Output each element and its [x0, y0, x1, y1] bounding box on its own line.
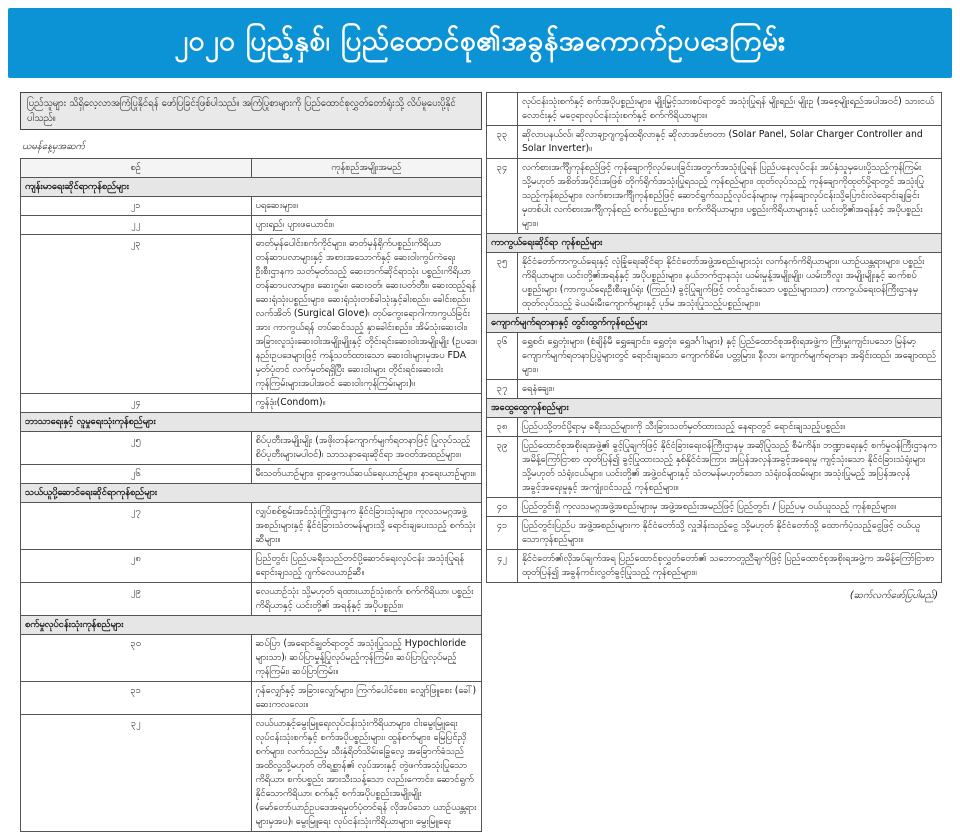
- category-label: ဘာသာရေးနှင့် လူမှုရေးသုံးကုန်စည်များ: [21, 413, 482, 432]
- table-row: [487, 437, 942, 498]
- item-number: ၃၃: [487, 126, 518, 159]
- item-description: ပြည်ထောင်စုအစိုးရအဖွဲ့၏ ခွင့်ပြုချက်ဖြင့် နိုင်ငံခြားရေးဝန်ကြီးဌာနမှ အဆိုပြုသည့် စီမံကိန်း၊ ဘဏ္ဍာရေးနှင့် စက်မှုဝန်ကြီးဌာနက အမိန့်ကြော်ငြာစာ ထုတ်ပြန်၍ ခွင့်ပြုထားသည့် နှစ်နိုင်ငံအကြား အပြန်အလှန်အခွင့်အရေးမူ ကျင့်သုံးသော နိုင်ငံခြားသံရုံးများ သို့မဟုတ် သံရုံးငယ်များ၊ ယင်းတို့၏ အဖွဲ့ဝင်များနှင့် သံတမန်မဟုတ်သော သံရုံးဝန်ထမ်းများ အသုံးပြုမည့် အပြန်အလှန်အခွင့်အရေးမူနှင့် အကျုံးဝင်သည့် ကုန်စည်များ။: [518, 437, 942, 498]
- table-row: [21, 432, 482, 465]
- item-description: ဆိုလာပနယ်လ်၊ ဆိုလာချာ့ဂျကွန်ထရိုလာနှင့် ဆိုလာအင်ဗာတာ (Solar Panel, Solar Charger Controller and Solar Inverter)။: [518, 126, 942, 159]
- category-row: [21, 616, 482, 635]
- category-label: စက်မှုလုပ်ငန်းသုံးကုန်စည်များ: [21, 616, 482, 635]
- item-description: စိပ်ပုတီးအမျိုးမျိုး (အဖိုးတန်ကျောက်မျက်ရတနာဖြင့် ပြုလုပ်သည့် စိပ်ပုတီးများမပါဝင်)၊ သာသနာရေးဆိုင်ရာ အဝတ်အထည်များ။: [251, 432, 482, 465]
- item-description: လေယာဉ်သုံး သို့မဟုတ် ရထားယာဉ်သုံးစက်၊ စက်ကိရိယာ၊ ပစ္စည်းကိရိယာနှင့် ယင်းတို့၏ အရန်နှင့် အပိုပစ္စည်း။: [251, 583, 482, 616]
- category-label: ကျန်းမာရေးဆိုင်ရာကုန်စည်များ: [21, 178, 482, 197]
- item-description: လက်စားအင်္ကျီကုန်စည်ဖြင့် ကုန်ချောကိုလုပ်ပေးခြင်းအတွက်အသုံးပြုရန် ပြည်ပနေလုပ်ငန်း အပ်နှံသူမှပေးပို့သည့်ကုန်ကြမ်း သို့မဟုတ် အစိတ်အပိုင်းအဖြစ် တိုက်ရိုက်အသုံးပြုရသည့် ကုန်စည်များ၊ ထုတ်လုပ်သည့် ကုန်ချောကိုထုတ်ပို့ရာတွင် အသုံးပြုသည့်ကုန်စည်များ၊ လက်စားအင်္ကျီကုန်စည်ဖြင့် ဆောင်ရွက်သည့်လုပ်ငန်းများမှ ကုန်ချောလုပ်ငန်းသို့ပြောင်းလဲရောင်းချခြင်းမှတစ်ပါး လက်စားအင်္ကျီကုန်စည် စက်ပစ္စည်းများ၊ စက်ကိရိယာများ၊ ပစ္စည်းကိရိယာများနှင့် ယင်းတို့၏အရန်နှင့် အပိုပစ္စည်းများ။: [518, 159, 942, 234]
- table-row: [21, 583, 482, 616]
- table-row: [21, 465, 482, 484]
- table-row: [487, 550, 942, 583]
- item-description: ဂုန်လျှော်နှင့် အခြားလျှော်များ၊ ကြက်ပေါင်စေး၊ လျှော်ဖြူစေး (ခေါ်) ဆေးကလလေး။: [251, 682, 482, 715]
- table-row: [487, 333, 942, 380]
- item-description: လုပ်ငန်းသုံးစက်နှင့် စက်အပိုပစ္စည်းများ၊ မျိုးမြှင့်သားစပ်ရာတွင် အသုံးပြုရန် မျိုးရည်၊ မျိုးဥ (အစေ့မျိုးရည်အပါအဝင်) သားငယ်လောင်းနှင့် မဝေ့ရာလုပ်ငန်းသုံးစက်နှင့် စက်ကိရိယာများ။: [518, 93, 942, 126]
- item-number: ၂၅: [21, 432, 252, 465]
- title-bar: [8, 8, 952, 78]
- left-column: [20, 92, 482, 827]
- table-row: [21, 235, 482, 394]
- item-number: ၃၄: [487, 159, 518, 234]
- item-description: ဆပ်ပြာ (အရောင်ချွတ်ရာတွင် အသုံးပြုသည့် Hypochloride များသာ)၊ ဆပ်ပြာမှုန့်ပြုလုပ်မည့်ကုန်ကြမ်း၊ ဆပ်ပြာပြုလုပ်မည့် ကုန်ကြမ်း၊ ဆပ်ပြာကြမ်း။: [251, 635, 482, 682]
- table-row: [487, 126, 942, 159]
- item-number: ၂၈: [21, 550, 252, 583]
- item-number: ၃၂: [21, 715, 252, 832]
- item-number: [487, 93, 518, 126]
- item-description: ရွှေစင်၊ ရွှေတုံးများ၊ (စံချိန်မီ ရွှေချောင်း၊ ရွှေတုံး၊ ရွှေဒင်္ဂါးများ) နှင့် ပြည်ထောင်စုအစိုးရအဖွဲ့က ကြီးမှူးကျင်းပသော မြန်မာ့ကျောက်မျက်ရတနာပြပွဲများတွင် ရောင်းချသော ကျောက်စိမ်း၊ ပတ္တမြား၊ နီလာ၊ ကျောက်မျက်ရတနာ အရိုင်းထည်၊ အချောထည်များ။: [518, 333, 942, 380]
- table-header-row: [21, 159, 482, 178]
- table-row: [21, 197, 482, 216]
- item-number: ၃၆: [487, 333, 518, 380]
- category-row: [487, 314, 942, 333]
- table-row: [487, 498, 942, 517]
- item-description: ဓာတ်မှန်ပေါင်းစက်ကိုင်များ၊ ဓာတ်မှန်ရိုက်ပစ္စည်းကိရိယာ တန်ဆာပလာများနှင့် အစားအသောက်နှင့် ဆေးဝါးကွပ်ကဲရေးဦးစီးဌာနက သတ်မှတ်သည့် ဆေးဘက်ဆိုင်ရာသုံး ပစ္စည်းကိရိယာတန်ဆာပလာများ၊ ဆေးဂွမ်း၊ ဆေးဝတ်၊ ဆေးပတ်တီး၊ ဆေးထည့်ရန် ဆေးရုံသုံးပစ္စည်းများ၊ ဆေးရုံသုံးတစ်ခါသုံးနှင့်ခါးစည်း၊ ခေါင်းစည်း၊ လက်အိတ် (Surgical Glove)၊ တုပ်ကွေးရောဂါကာကွယ်ခြင်းအား ကာကွယ်ရန် တပ်ဆင်သည့် နှာခေါင်းစည်း၊ အိမ်သုံးဆေးဝါး၊ အခြားလူသုံးဆေးဝါးအမျိုးမျိုးနှင့် တိုင်းရင်းဆေးဝါးအမျိုးမျိုး (ဥပဒေ၊ နည်းဥပဒေများဖြင့် ကန့်သတ်ထားသော ဆေးဝါးများမှအပ FDA မှတ်ပုံတင် လက်မှတ်ရရှိပြီး ဆေးဝါးများ တိုင်းရင်းဆေးဝါး ကုန်ကြမ်းများအပါအဝင် ဆေးဝါးကုန်ကြမ်းများ)။: [251, 235, 482, 394]
- category-row: [487, 234, 942, 253]
- item-number: ၂၁: [21, 197, 252, 216]
- item-description: ပျားရည်၊ ပျားဖယောင်း။: [251, 216, 482, 235]
- right-items-table: [486, 92, 942, 583]
- item-description: လျှပ်စစ်စွမ်းအင်သုံးကြိုးဌာနက နိုင်ငံခြားသုံးများ၊ ကုလသမဂ္ဂအဖွဲ့အစည်းများနှင့် နိုင်ငံခြားသံတမန်များသို့ ရောင်းချပေးသည့် စက်သုံးဆီများ။: [251, 503, 482, 550]
- item-number: ၂၂: [21, 216, 252, 235]
- item-description: နိုင်ငံတော်၏လိုအပ်ချက်အရ ပြည်ထောင်စုလွှတ်တော်၏ သဘောတူညီချက်ဖြင့် ပြည်ထောင်စုအစိုးရအဖွဲ့က အမိန့်ကြော်ငြာစာထုတ်ပြန်၍ အခွန်ကင်းလွတ်ခွင့်ပြုသည့် ကုန်စည်များ။: [518, 550, 942, 583]
- category-row: [21, 484, 482, 503]
- item-number: ၃၅: [487, 253, 518, 314]
- item-number: ၃၀: [21, 635, 252, 682]
- item-description: ပရဆေးများ။: [251, 197, 482, 216]
- category-label: ကျောက်မျက်ရတနာနှင့် တွင်းထွက်ကုန်စည်များ: [487, 314, 942, 333]
- table-row: [21, 550, 482, 583]
- item-description: ပြည်ပသို့တင်ပို့ရာမှ ခရီးသည်များကို သီးခြားသတ်မှတ်ထားသည့် နေရာတွင် ရောင်းချသည့်ပစ္စည်း။: [518, 418, 942, 437]
- table-row: [487, 517, 942, 550]
- table-row: [487, 418, 942, 437]
- header-item: ကုန်စည်အမျိုးအမည်: [251, 159, 482, 178]
- category-label: အထွေထွေကုန်စည်များ: [487, 399, 942, 418]
- item-number: ၂၄: [21, 394, 252, 413]
- category-label: သယ်ယူပို့ဆောင်ရေးဆိုင်ရာကုန်စည်များ: [21, 484, 482, 503]
- header-banner: [0, 0, 960, 86]
- continued-note: (ဆက်လက်ဖော်ပြပါမည်): [849, 590, 938, 601]
- table-row: [487, 159, 942, 234]
- right-column: [486, 92, 942, 824]
- item-number: ၂၇: [21, 503, 252, 550]
- category-label: ကာကွယ်ရေးဆိုင်ရာ ကုန်စည်များ: [487, 234, 942, 253]
- item-description: လယ်ယာနှင့်မွေးမြူရေးလုပ်ငန်းသုံးကိရိယာများ၊ ငါးမွေးမြူရေးလုပ်ငန်းသုံးစက်နှင့် စက်အပိုပစ္စည်းများ၊ ထွန်စက်များ၊ မြေပြင်ညှိစက်များ၊ လက်သည်မှ သီးနှံရိတ်သိမ်းခြွေလှေ့ အခြောက်ခံသည်အထိလူ့သို့မဟုတ် တိရစ္ဆာန်၏ လုပ်အားနှင့် တွဲဖက်အသုံးပြုသော ကိရိယာ၊ စက်ပစ္စည်း အားသီးသန့်သော လည်းကောင်း၊ ဆောင်ရွက်နိုင်သောကိရိယာ၊ စက်နှင့် စက်အပိုပစ္စည်းအမျိုးမျိုး (မော်တော်ယာဉ်ဥပဒေအရမှတ်ပုံတင်ရန် လိုအပ်သော ယာဉ်ယန္တရားများမှအပ)၊ မွေးမြူရေး လုပ်ငန်းသုံးကိရိယာများ၊ မွေးမြူရေး: [251, 715, 482, 832]
- table-row: [487, 93, 942, 126]
- item-description: ပြည်တွင်းရှိ ကုလသမဂ္ဂအဖွဲ့အစည်းများမှ အဖွဲ့အစည်းအမည်ဖြင့် ပြည်တွင်း / ပြည်ပမှ ဝယ်ယူသည့် ကုန်စည်များ။: [518, 498, 942, 517]
- category-row: [487, 399, 942, 418]
- left-items-table: [20, 158, 482, 832]
- item-description: ပြည်တွင်းပြည်ပ အဖွဲ့အစည်းများက နိုင်ငံတော်သို့ လှူဒါန်းသည့်ငွေ သို့မဟုတ် နိုင်ငံတော်သို့ ထောက်ပံ့သည့်ငွေဖြင့် ဝယ်ယူသောကုန်စည်များ။: [518, 517, 942, 550]
- table-row: [487, 380, 942, 399]
- item-description: ပြည်တွင်း ပြည်ပခရီးသည်တင်ပို့ဆောင်ရေးလုပ်ငန်း အသုံးပြုရန်ရောင်းချသည့် ဂျက်လေယာဉ်ဆီ။: [251, 550, 482, 583]
- item-description: နိုင်ငံတော်ကာကွယ်ရေးနှင့် လုံခြုံရေးဆိုင်ရာ နိုင်ငံတော်အဖွဲ့အစည်းများသုံး လက်နက်ကိရိယာများ၊ ယာဉ်ယန္တရားများ၊ ပစ္စည်းကိရိယာများ၊ ယင်းတို့၏အရန်နှင့် အပိုပစ္စည်းများ၊ နယ်ဘက်ဌာနသုံး ယမ်းမှုန့်အမျိုးမျိုး၊ ယမ်းဘီလူး အမျိုးမျိုးနှင့် ဆက်စပ်ပစ္စည်းများ (ကာကွယ်ရေးဦးစီးချုပ်ရုံး (ကြည်း) ခွင့်ပြုချက်ဖြင့် တင်သွင်းသော ပစ္စည်းများသာ) ကာကွယ်ရေးဝန်ကြီးဌာနမှ ထုတ်လုပ်သည့် ခဲယမ်းမီးကျောက်များနှင့် ပုဒ်မ အသုံးပြုသည့်ပစ္စည်းများ။: [518, 253, 942, 314]
- table-row: [21, 635, 482, 682]
- category-row: [21, 178, 482, 197]
- item-number: ၄၀: [487, 498, 518, 517]
- item-number: ၂၆: [21, 465, 252, 484]
- table-row: [21, 394, 482, 413]
- item-description: မီးသတ်ယာဉ်များ၊ ရှာဖွေကယ်ဆယ်ရေးယာဉ်များ၊ နာရေးယာဉ်များ။: [251, 465, 482, 484]
- table-row: [21, 503, 482, 550]
- item-number: ၃၉: [487, 437, 518, 498]
- table-row: [21, 715, 482, 832]
- header-num: စဉ်: [21, 159, 252, 178]
- table-row: [487, 253, 942, 314]
- notice-box: ပြည်သူများ သိရှိလေ့လာအကြံပြုနိုင်ရန် ဖော်ပြခြင်းဖြစ်ပါသည်။ အကြံပြုစာများကို ပြည်ထောင်စုလွှတ်တော်ရုံးသို့ လိပ်မူပေးပို့နိုင်ပါသည်။: [20, 92, 482, 130]
- item-number: ၂၉: [21, 583, 252, 616]
- table-row: [21, 682, 482, 715]
- item-description: ရေနံချေး။: [518, 380, 942, 399]
- table-row: [21, 216, 482, 235]
- item-number: ၃၈: [487, 418, 518, 437]
- item-description: ကွန်ဒုံး(Condom)။: [251, 394, 482, 413]
- item-number: ၂၃: [21, 235, 252, 394]
- item-number: ၃၇: [487, 380, 518, 399]
- page-title: ၂၀၂၀ ပြည့်နှစ်၊ ပြည်ထောင်စု၏အခွန်အကောက်ဥပဒေကြမ်း: [174, 24, 786, 57]
- continued-caption: ယမန်နေ့မှအဆက်: [22, 141, 85, 152]
- item-number: ၄၁: [487, 517, 518, 550]
- item-number: ၄၂: [487, 550, 518, 583]
- item-number: ၃၁: [21, 682, 252, 715]
- category-row: [21, 413, 482, 432]
